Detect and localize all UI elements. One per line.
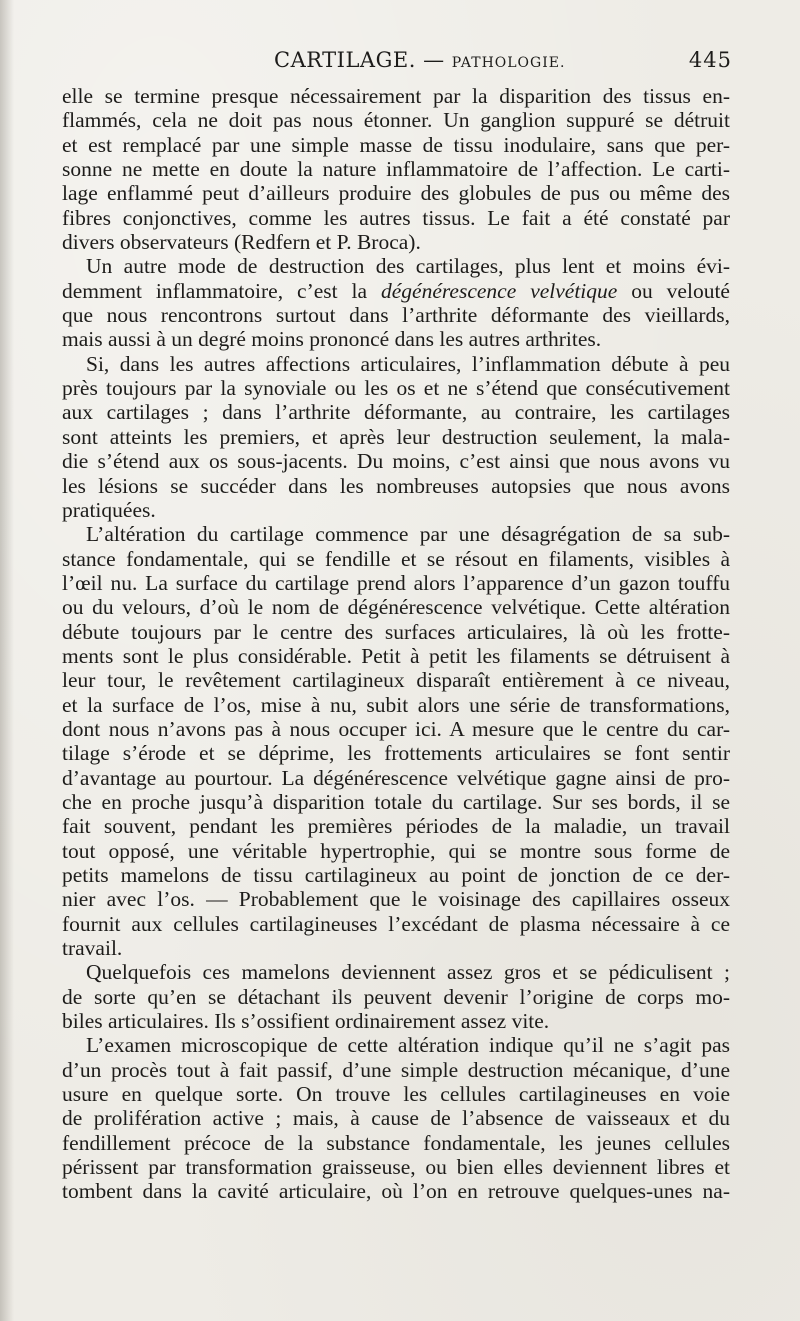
text-line: Si, dans les autres affections articulaires, l’inflammation débute à peu xyxy=(86,351,730,376)
text-line: divers observateurs (Redfern et P. Broca). xyxy=(62,230,421,255)
text-line: demment inflammatoire, c’est la dégénérescence velvétique ou velouté xyxy=(62,278,730,303)
text-line: de prolifération active ; mais, à cause de l’absence de vaisseaux et du xyxy=(62,1106,730,1131)
text-line: sonne ne mette en doute la nature inflammatoire de l’affection. Le carti- xyxy=(62,157,730,182)
text-line: lage enflammé peut d’ailleurs produire des globules de pus ou même des xyxy=(62,181,730,206)
text-line: travail. xyxy=(62,936,123,961)
text-line: l’œil nu. La surface du cartilage prend alors l’apparence d’un gazon touffu xyxy=(62,570,730,595)
text-line: Quelquefois ces mamelons deviennent assez gros et se pédiculisent ; xyxy=(86,960,730,985)
text-line: d’avantage au pourtour. La dégénérescence velvétique gagne ainsi de pro- xyxy=(62,765,730,790)
header-separator: — xyxy=(423,48,445,72)
text-line: ments sont le plus considérable. Petit à petit les filaments se détruisent à xyxy=(62,643,730,668)
running-head xyxy=(62,44,732,74)
italic-term: dégénérescence velvétique xyxy=(380,278,618,303)
text-line: débute toujours par le centre des surfaces articulaires, là où les frotte- xyxy=(62,619,730,644)
text-line: petits mamelons de tissu cartilagineux au point de jonction de ce der- xyxy=(62,863,730,887)
text-line: tout opposé, une véritable hypertrophie, qui se montre sous forme de xyxy=(62,838,730,863)
text-line: et la surface de l’os, mise à nu, subit alors une série de transformations, xyxy=(62,692,730,717)
text-line: nier avec l’os. — Probablement que le voisinage des capillaires osseux xyxy=(62,887,730,912)
page-number: 445 xyxy=(688,48,732,72)
text-line: mais aussi à un degré moins prononcé dans les autres arthrites. xyxy=(62,327,602,352)
text-line: flammés, cela ne doit pas nous étonner. Un ganglion suppuré se détruit xyxy=(62,108,730,133)
text-line: d’un procès tout à fait passif, d’une simple destruction mécanique, d’une xyxy=(62,1057,730,1082)
text-line: die s’étend aux os sous-jacents. Du moins, c’est ainsi que nous avons vu xyxy=(62,449,730,474)
text-line: ou du velours, d’où le nom de dégénérescence velvétique. Cette altération xyxy=(62,595,730,620)
text-line: de sorte qu’en se détachant ils peuvent devenir l’origine de corps mo- xyxy=(62,984,730,1009)
text-line: usure en quelque sorte. On trouve les cellules cartilagineuses en voie xyxy=(62,1082,730,1107)
text-line: fournit aux cellules cartilagineuses l’excédant de plasma nécessaire à ce xyxy=(62,911,730,936)
text-line: fait souvent, pendant les premières périodes de la maladie, un travail xyxy=(62,814,730,839)
text-line: stance fondamentale, qui se fendille et se résout en filaments, visibles à xyxy=(62,546,730,571)
text-line: sont atteints les premiers, et après leur destruction seulement, la mala- xyxy=(62,424,730,449)
text-line: pratiquées. xyxy=(62,497,156,522)
text-line: aux cartilages ; dans l’arthrite déformante, au contraire, les cartilages xyxy=(62,400,730,425)
text-line: che en proche jusqu’à disparition totale du cartilage. Sur ses bords, il se xyxy=(62,789,730,814)
text-line: Un autre mode de destruction des cartilages, plus lent et moins évi- xyxy=(86,254,730,279)
text-line: leur tour, le revêtement cartilagineux disparaît entièrement à ce niveau, xyxy=(62,668,730,693)
text-line: biles articulaires. Ils s’ossifient ordinairement assez vite. xyxy=(62,1009,550,1034)
text-line: fibres conjonctives, comme les autres tissus. Le fait a été constaté par xyxy=(62,205,730,230)
text-line: tombent dans la cavité articulaire, où l’on en retrouve quelques-unes na- xyxy=(62,1179,730,1204)
header-title: CARTILAGE. xyxy=(274,48,416,72)
text-line: près toujours par la synoviale ou les os et ne s’étend que consécutivement xyxy=(62,376,730,401)
text-line: dont nous n’avons pas à nous occuper ici. A mesure que le centre du car- xyxy=(62,716,730,741)
text-line: elle se termine presque nécessairement par la disparition des tissus en- xyxy=(62,84,730,108)
text-line: et est remplacé par une simple masse de tissu inodulaire, sans que per- xyxy=(62,132,730,157)
text-line: L’altération du cartilage commence par une désagrégation de sa sub- xyxy=(86,522,730,547)
text-line: tilage s’érode et se déprime, les frottements articulaires se font sentir xyxy=(62,741,730,766)
page-gutter-shadow xyxy=(0,0,14,1321)
text-line: que nous rencontrons surtout dans l’arthrite déformante des vieillards, xyxy=(62,303,730,328)
running-title xyxy=(274,48,565,72)
text-line: périssent par transformation graisseuse, ou bien elles deviennent libres et xyxy=(62,1155,730,1180)
body-text xyxy=(62,84,730,1204)
text-line: fendillement précoce de la substance fondamentale, les jeunes cellules xyxy=(62,1130,730,1155)
header-subtitle: PATHOLOGIE. xyxy=(451,55,566,71)
text-line: L’examen microscopique de cette altération indique qu’il ne s’agit pas xyxy=(86,1033,730,1058)
text-line: les lésions se succéder dans les nombreuses autopsies que nous avons xyxy=(62,473,730,498)
